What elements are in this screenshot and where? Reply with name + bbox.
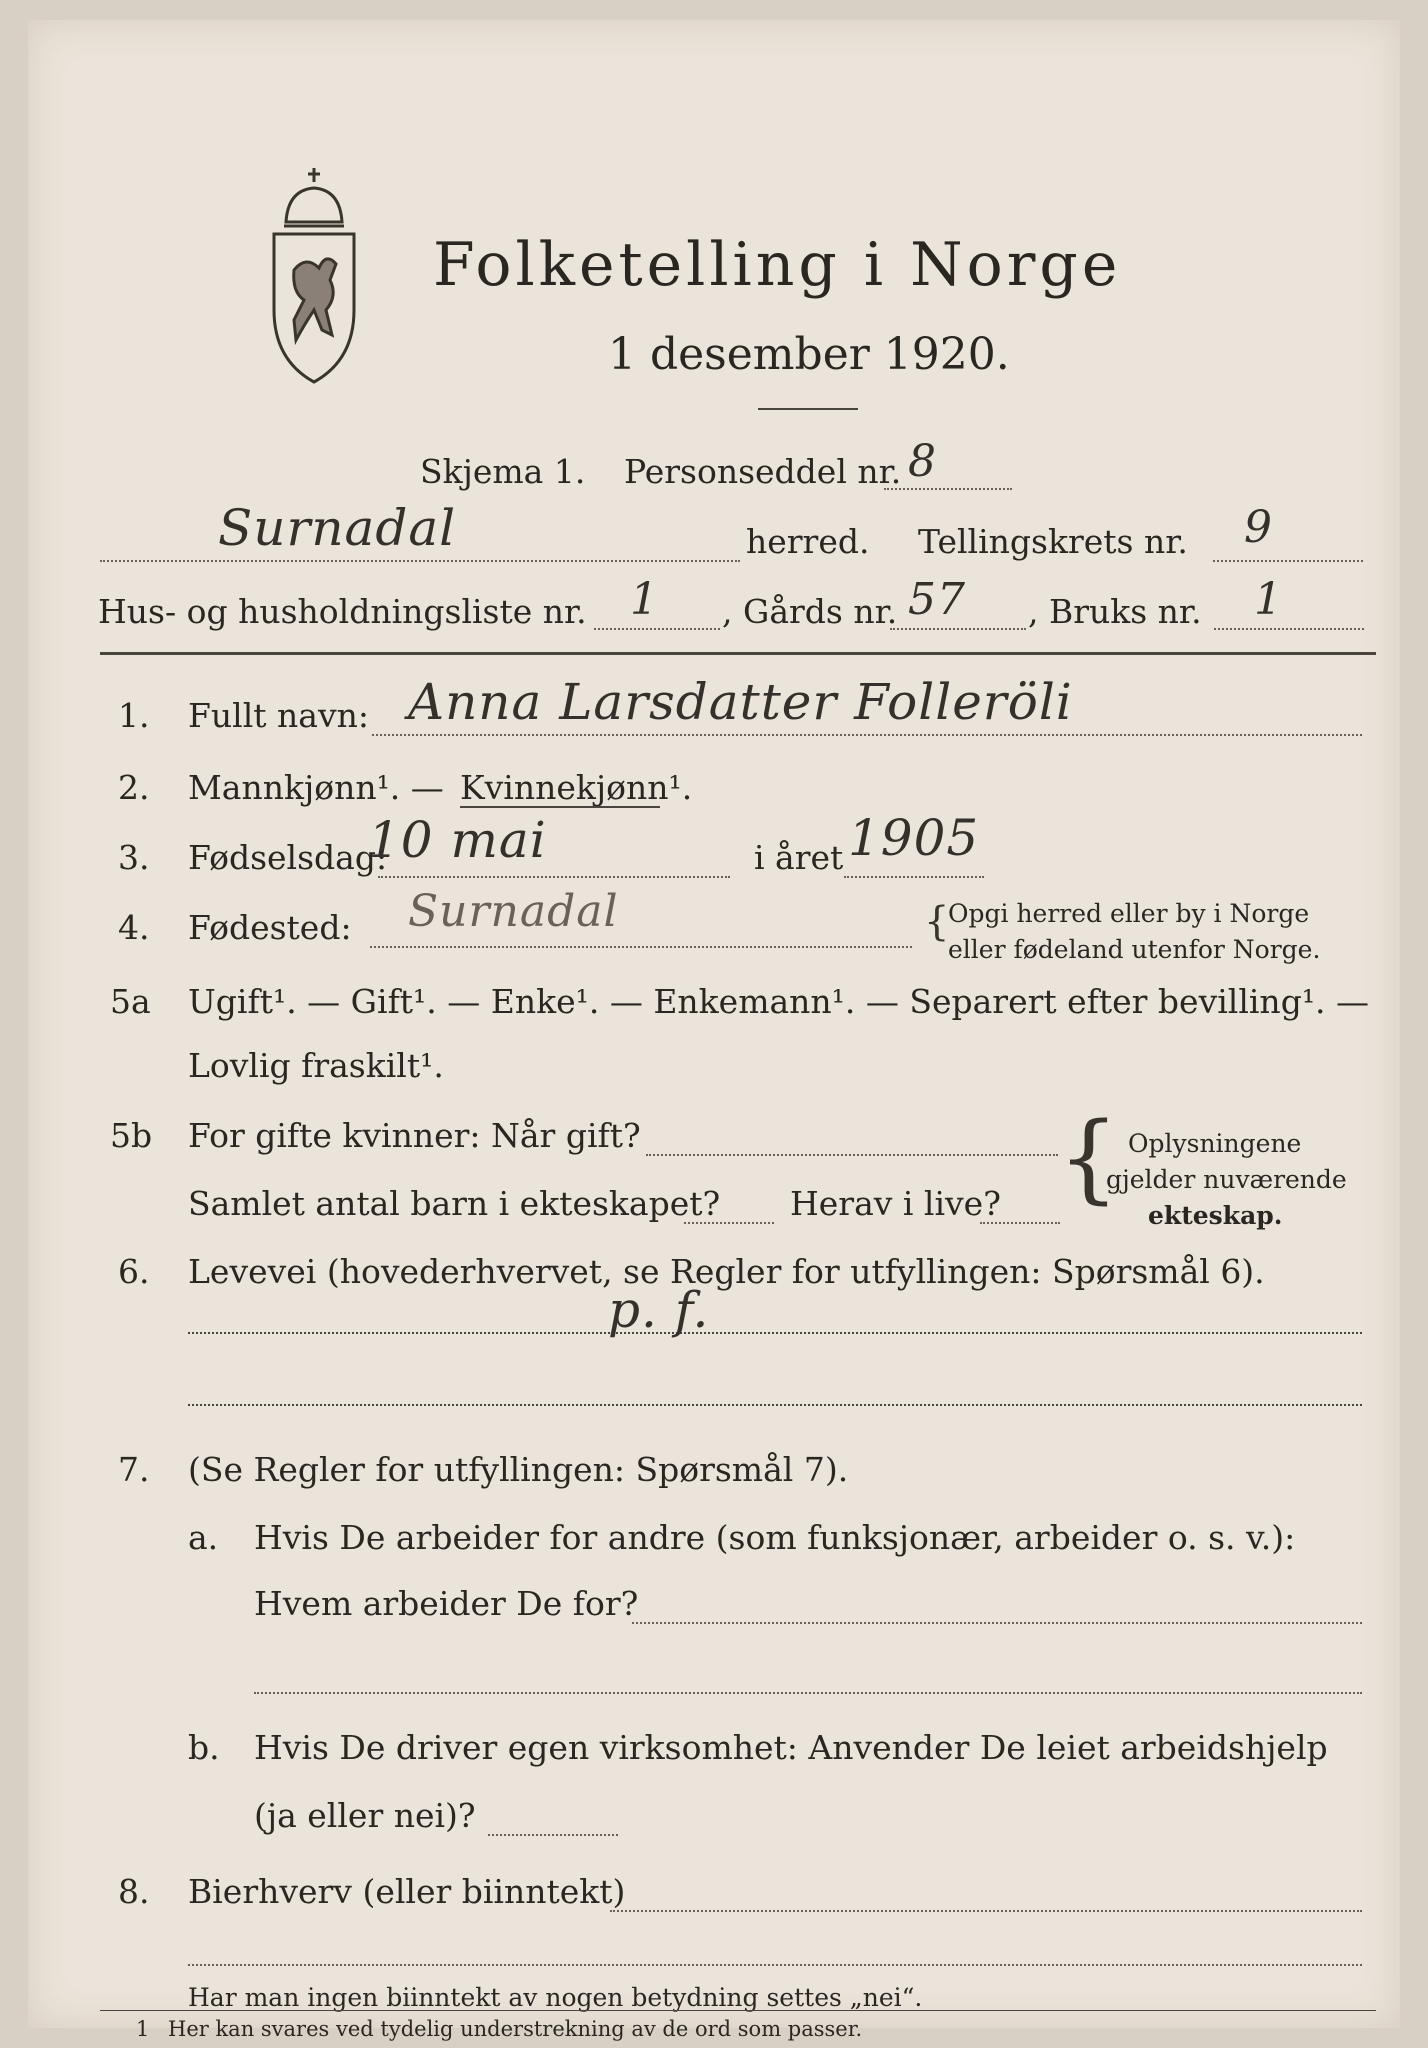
q2-female-option: Kvinnekjønn¹. xyxy=(460,768,693,807)
q5a-divorced-option: Lovlig fraskilt¹. xyxy=(188,1046,444,1085)
husliste-label: Hus- og husholdningsliste nr. xyxy=(98,592,587,631)
census-form-sheet: Folketelling i Norge 1 desember 1920. Skjema 1. Personseddel nr. 8 Surnadal herred. Tellingskrets nr. 9 Hus- og husholdningsliste nr. 1 , Gårds nr. 57 , Bruks nr. 1 1. Fullt navn: Anna Larsdatter Folleröli 2. Mannkjønn¹. — Kvinnekjønn¹. 3. Fødselsdag: 10 mai i året 1905 4. Fødested: Surnadal { Opgi herred eller by i Norge eller fødeland utenfor Norge. 5a Ugift¹. — Gift¹. — Enke¹. — Enkemann¹. — Separert efter bevilling¹. — Lovlig fraskilt¹. 5b For gifte kvinner: Når gift? Samlet antal barn i ekteskapet? Herav i live? { Oplysningene gjelder nuværende ekteskap. 6. Levevei (hovederhvervet, se Regler for utfyllingen: Spørsmål 6). p. f. 7. (Se Regler for utfyllingen: Spørsmål 7). a. Hvis De arbeider for andre (som funksjonær, arbeider o. s. v.): Hvem arbeider De for? b. Hvis De driver egen virksomhet: Anvender De leiet arbeidshjelp (ja eller nei)? 8. Bierhverv (eller biinntekt) Har man ingen biinntekt av nogen betydning settes „nei“. xyxy=(28,20,1400,2028)
q6-label: Levevei (hovederhvervet, se Regler for utfyllingen: Spørsmål 6). xyxy=(188,1252,1265,1291)
q4-label: Fødested: xyxy=(188,908,352,947)
q2-female-underline xyxy=(460,806,660,808)
title-divider xyxy=(758,408,858,410)
q7b-letter: b. xyxy=(188,1728,220,1767)
q7-number: 7. xyxy=(118,1450,150,1489)
q4-note-line1: Opgi herred eller by i Norge xyxy=(948,899,1310,928)
q6-number: 6. xyxy=(118,1252,150,1291)
q2-number: 2. xyxy=(118,768,150,807)
q7a-employer-label: Hvem arbeider De for? xyxy=(254,1584,639,1623)
q4-number: 4. xyxy=(118,908,150,947)
occupation-value[interactable]: p. f. xyxy=(608,1281,710,1339)
tellingskrets-value[interactable]: 9 xyxy=(1244,502,1273,553)
herred-label: herred. xyxy=(746,522,870,561)
gards-value[interactable]: 57 xyxy=(908,574,966,625)
q5b-children-label: Samlet antal barn i ekteskapet? xyxy=(188,1184,721,1223)
personseddel-value[interactable]: 8 xyxy=(908,436,937,487)
footnote-number: 1 xyxy=(136,2017,150,2041)
footer-note: Har man ingen biinntekt av nogen betydning settes „nei“. xyxy=(188,1983,923,2012)
census-date: 1 desember 1920. xyxy=(608,329,1010,380)
q1-label: Fullt navn: xyxy=(188,696,369,735)
herred-value[interactable]: Surnadal xyxy=(218,499,457,557)
q7-label: (Se Regler for utfyllingen: Spørsmål 7). xyxy=(188,1450,849,1489)
coat-of-arms-icon xyxy=(264,160,364,390)
full-name-value[interactable]: Anna Larsdatter Folleröli xyxy=(408,673,1073,731)
bruks-value[interactable]: 1 xyxy=(1254,574,1283,625)
husliste-value[interactable]: 1 xyxy=(630,574,659,625)
q8-number: 8. xyxy=(118,1872,150,1911)
q2-male-option: Mannkjønn¹. — xyxy=(188,768,444,807)
tellingskrets-label: Tellingskrets nr. xyxy=(918,522,1188,561)
q5b-number: 5b xyxy=(110,1116,153,1155)
q7a-letter: a. xyxy=(188,1518,219,1557)
birthdate-value[interactable]: 10 mai xyxy=(368,811,547,869)
q3-year-label: i året xyxy=(754,838,844,877)
birthplace-value[interactable]: Surnadal xyxy=(408,886,619,937)
q5b-label: For gifte kvinner: Når gift? xyxy=(188,1116,641,1155)
q7b-hired-label: (ja eller nei)? xyxy=(254,1796,476,1835)
q5b-note-line3: ekteskap. xyxy=(1148,1201,1283,1230)
birthyear-value[interactable]: 1905 xyxy=(848,809,980,867)
q7b-label: Hvis De driver egen virksomhet: Anvender De leiet arbeidshjelp xyxy=(254,1728,1328,1767)
q5b-note-line2: gjelder nuværende xyxy=(1106,1165,1347,1194)
form-title: Folketelling i Norge xyxy=(433,230,1122,300)
q5b-alive-label: Herav i live? xyxy=(790,1184,1001,1223)
q5a-number: 5a xyxy=(110,982,151,1021)
q3-number: 3. xyxy=(118,838,150,877)
q8-label: Bierhverv (eller biinntekt) xyxy=(188,1872,626,1911)
q5b-note-line1: Oplysningene xyxy=(1128,1129,1302,1158)
q5a-marital-options: Ugift¹. — Gift¹. — Enke¹. — Enkemann¹. — Separert efter bevilling¹. — xyxy=(188,982,1370,1021)
q3-label: Fødselsdag: xyxy=(188,838,388,877)
header-divider xyxy=(100,652,1376,655)
q1-number: 1. xyxy=(118,696,150,735)
q7a-label: Hvis De arbeider for andre (som funksjonær, arbeider o. s. v.): xyxy=(254,1518,1296,1557)
personseddel-label: Personseddel nr. xyxy=(624,452,902,491)
gards-label: , Gårds nr. xyxy=(722,592,898,631)
bruks-label: , Bruks nr. xyxy=(1028,592,1202,631)
footnote-text: Her kan svares ved tydelig understrekning av de ord som passer. xyxy=(168,2017,863,2041)
skjema-label: Skjema 1. xyxy=(420,452,586,491)
q4-note-line2: eller fødeland utenfor Norge. xyxy=(948,935,1321,964)
